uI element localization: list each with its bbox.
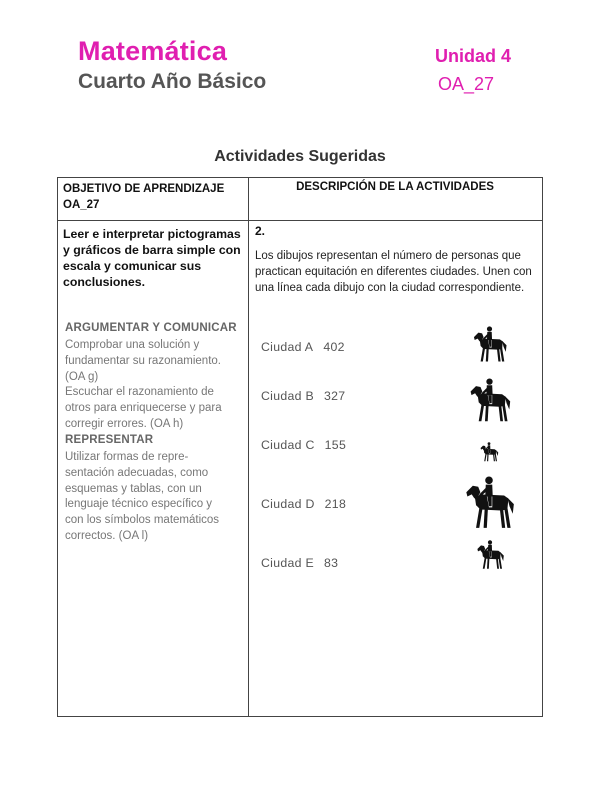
skill-line: (OA g): [65, 370, 99, 383]
city-row-b: [261, 389, 345, 403]
learning-objective: Leer e interpretar pictogramas y gráficos de barra simple con escala y comunicar sus conclusiones.: [63, 227, 241, 289]
city-row-c: [261, 438, 346, 452]
skill-text-argumentar: [65, 338, 243, 433]
horse-rider-icon[interactable]: [471, 326, 508, 363]
grade-subtitle: Cuarto Año Básico: [78, 70, 267, 93]
city-name: Ciudad C: [261, 438, 315, 452]
column-divider: [248, 178, 249, 716]
city-name: Ciudad D: [261, 497, 315, 511]
objective-column-header: [63, 181, 243, 213]
city-value: 155: [324, 438, 347, 452]
city-row-e: [261, 556, 338, 570]
activities-table: [57, 177, 543, 717]
section-title: Actividades Sugeridas: [214, 148, 386, 165]
skill-line: otros para enriquecerse y para: [65, 402, 222, 415]
skill-line: corregir errores. (OA h): [65, 417, 184, 430]
city-value: 402: [323, 340, 345, 354]
subject-title: Matemática: [78, 36, 228, 66]
activity-number: 2.: [255, 224, 266, 238]
horse-rider-icon[interactable]: [479, 442, 499, 462]
objective-header-line1: OBJETIVO DE APRENDIZAJE: [63, 183, 225, 195]
header-divider: [58, 220, 542, 221]
skill-line: lenguaje técnico específico y: [65, 498, 213, 511]
skill-line: Escuchar el razonamiento de: [65, 386, 214, 399]
city-name: Ciudad B: [261, 389, 314, 403]
horse-rider-icon[interactable]: [467, 378, 512, 423]
horse-rider-icon[interactable]: [462, 476, 516, 530]
skill-line: correctos. (OA l): [65, 529, 149, 542]
city-row-d: [261, 497, 346, 511]
skill-heading-argumentar: ARGUMENTAR Y COMUNICAR: [65, 322, 237, 334]
skill-line: Comprobar una solución y: [65, 339, 200, 351]
description-column-header: DESCRIPCIÓN DE LA ACTIVIDADES: [296, 181, 494, 193]
city-value: 218: [324, 497, 347, 511]
skill-line: Utilizar formas de repre-: [65, 451, 189, 463]
oa-label: OA_27: [438, 74, 495, 94]
skill-text-representar: [65, 450, 243, 545]
skill-line: con los símbolos matemáticos: [65, 514, 220, 527]
horse-rider-icon[interactable]: [475, 540, 505, 570]
city-name: Ciudad E: [261, 556, 314, 570]
unit-label: Unidad 4: [435, 46, 512, 66]
activity-description: Los dibujos representan el número de personas que practican equitación en diferentes ciudades. Unen con una línea cada dibujo con la ciudad correspondiente.: [255, 250, 532, 294]
skill-line: fundamentar su razonamiento.: [65, 354, 221, 367]
skill-heading-representar: REPRESENTAR: [65, 434, 154, 446]
objective-header-line2: OA_27: [63, 199, 100, 211]
skill-line: sentación adecuadas, como: [65, 466, 209, 479]
city-value: 83: [324, 556, 339, 570]
city-name: Ciudad A: [261, 340, 314, 354]
skill-line: esquemas y tablas, con un: [65, 482, 202, 495]
city-value: 327: [324, 389, 346, 403]
city-row-a: [261, 340, 345, 354]
